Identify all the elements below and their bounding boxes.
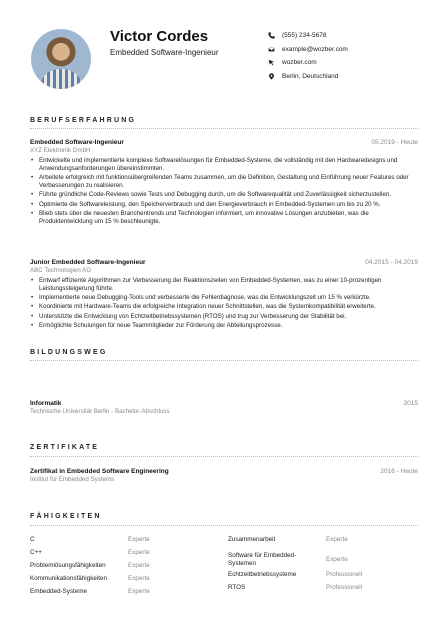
job-date: 04.2015 - 04.2019	[365, 259, 418, 266]
phone-text[interactable]: (555) 234-5678	[282, 32, 327, 40]
skill-name: Zusammenarbeit	[228, 536, 276, 543]
skill-row	[30, 562, 210, 575]
skill-level: Experte	[326, 556, 348, 563]
degree-date: 2015	[403, 400, 418, 407]
skill-level: Experte	[326, 536, 348, 543]
candidate-role: Embedded Software-Ingenieur	[110, 48, 219, 57]
job-title: Embedded Software-Ingenieur	[30, 139, 124, 146]
skill-name: C	[30, 536, 35, 543]
skill-row	[228, 584, 408, 597]
phone-icon	[268, 32, 275, 39]
skills-column-left	[30, 536, 210, 601]
certificate-entry	[30, 468, 418, 483]
skill-name: Kommunikationsfähigkeiten	[30, 575, 108, 582]
candidate-name: Victor Cordes	[110, 28, 209, 45]
skills-column-right	[228, 536, 408, 597]
section-divider	[30, 456, 418, 457]
certificate-institution: Institut für Embedded Systems	[30, 476, 115, 483]
contact-list	[268, 29, 348, 83]
list-item: • Unterstützte die Entwicklung von Echtzeitbetriebssystemen (RTOS) und trug zur Verbesserung der Stabilität bei.	[30, 313, 418, 321]
skill-level: Experte	[128, 562, 150, 569]
contact-website	[268, 56, 348, 70]
cursor-icon	[268, 59, 275, 66]
skill-name: Software für Embedded-Systemen	[228, 552, 297, 567]
skill-row	[30, 575, 210, 588]
section-title-certificates: ZERTIFIKATE	[30, 444, 100, 451]
profile-photo	[31, 29, 91, 89]
location-text: Berlin, Deutschland	[282, 72, 339, 80]
skill-level: Experte	[128, 549, 150, 556]
degree-institution: Technische Universität Berlin - Bachelor-Abschluss	[30, 408, 170, 415]
job-date: 05.2019 - Heute	[371, 139, 418, 146]
skill-level: Experte	[128, 536, 150, 543]
list-item: • Arbeitete erfolgreich mit funktionsübergreifenden Teams zusammen, um die Definition, Gestaltung und Einführung neuer Features oder Verbesserungen zu realisieren.	[30, 174, 418, 190]
education-entry	[30, 400, 418, 415]
skill-level: Professionell	[326, 584, 363, 591]
list-item: • Entwarf effiziente Algorithmen zur Verbesserung der Reaktionszeiten von Embedded-Systemen, was zu einer 10-prozentigen Leistungssteigerung führte.	[30, 277, 418, 293]
skill-level: Professionell	[326, 571, 363, 578]
contact-email	[268, 43, 348, 57]
skill-row	[228, 549, 408, 571]
skill-row	[30, 536, 210, 549]
section-divider	[30, 360, 418, 361]
skill-level: Experte	[128, 575, 150, 582]
list-item: • Ermöglichte Schulungen für neue Teammitglieder zur Förderung der Abteilungsprozesse.	[30, 322, 418, 330]
list-item: • Koordinierte mit Hardware-Teams die erfolgreiche Integration neuer Schnittstellen, was die Systemkompatibilität erweiterte.	[30, 303, 418, 311]
list-item: • Optimierte die Softwareleistung, den Speicherverbrauch und den Energieverbrauch in Embedded-Systemen um bis zu 20 %.	[30, 201, 418, 209]
skill-name: Problemlösungsfähigkeiten	[30, 562, 106, 569]
list-item: • Blieb stets über die neuesten Branchentrends und Technologien informiert, um innovative Lösungen anzubieten, was die Produktentwicklung um 15 % beschleunigte.	[30, 210, 418, 226]
skill-row	[228, 536, 408, 549]
contact-location	[268, 70, 348, 84]
skill-row	[30, 588, 210, 601]
section-title-skills: FÄHIGKEITEN	[30, 513, 102, 520]
location-pin-icon	[268, 73, 275, 80]
section-divider	[30, 128, 418, 129]
mail-icon	[268, 46, 275, 53]
resume-header	[0, 0, 448, 110]
list-item: • Implementierte neue Debugging-Tools und verbesserte die Fehlerdiagnose, was die Entwicklungszeit um 15 % verkürzte.	[30, 294, 418, 302]
job-bullets	[30, 277, 418, 330]
list-item: • Entwickelte und implementierte komplexe Softwarelösungen für Embedded-Systeme, die vollständig mit den Hardwaredesigns und Anwendungsanforderungen übereinstimmten.	[30, 157, 418, 173]
skill-name: RTOS	[228, 584, 246, 591]
job-entry-1	[30, 139, 418, 227]
contact-phone	[268, 29, 348, 43]
skill-name: C++	[30, 549, 42, 556]
email-text[interactable]: example@wozber.com	[282, 45, 348, 53]
section-divider	[30, 525, 418, 526]
job-bullets	[30, 157, 418, 226]
section-title-education: BILDUNGSWEG	[30, 349, 108, 356]
job-company: XYZ Elektronik GmbH	[30, 147, 91, 154]
website-text[interactable]: wozber.com	[282, 59, 317, 67]
certificate-date: 2016 - Heute	[380, 468, 418, 475]
section-title-experience: BERUFSERFAHRUNG	[30, 117, 137, 124]
list-item: • Führte gründliche Code-Reviews sowie Tests und Debugging durch, um die Softwarequalität und Zuverlässigkeit sicherzustellen.	[30, 191, 418, 199]
job-company: ABC Technologien AG	[30, 267, 92, 274]
skill-name: Echtzeitbetriebssysteme	[228, 571, 297, 578]
job-entry-2	[30, 259, 418, 331]
job-title: Junior Embedded Software-Ingenieur	[30, 259, 146, 266]
skill-row	[228, 571, 408, 584]
skill-name: Embedded-Systeme	[30, 588, 88, 595]
certificate-title: Zertifikat in Embedded Software Engineering	[30, 468, 169, 475]
skill-row	[30, 549, 210, 562]
skill-level: Experte	[128, 588, 150, 595]
degree-title: Informatik	[30, 400, 62, 407]
